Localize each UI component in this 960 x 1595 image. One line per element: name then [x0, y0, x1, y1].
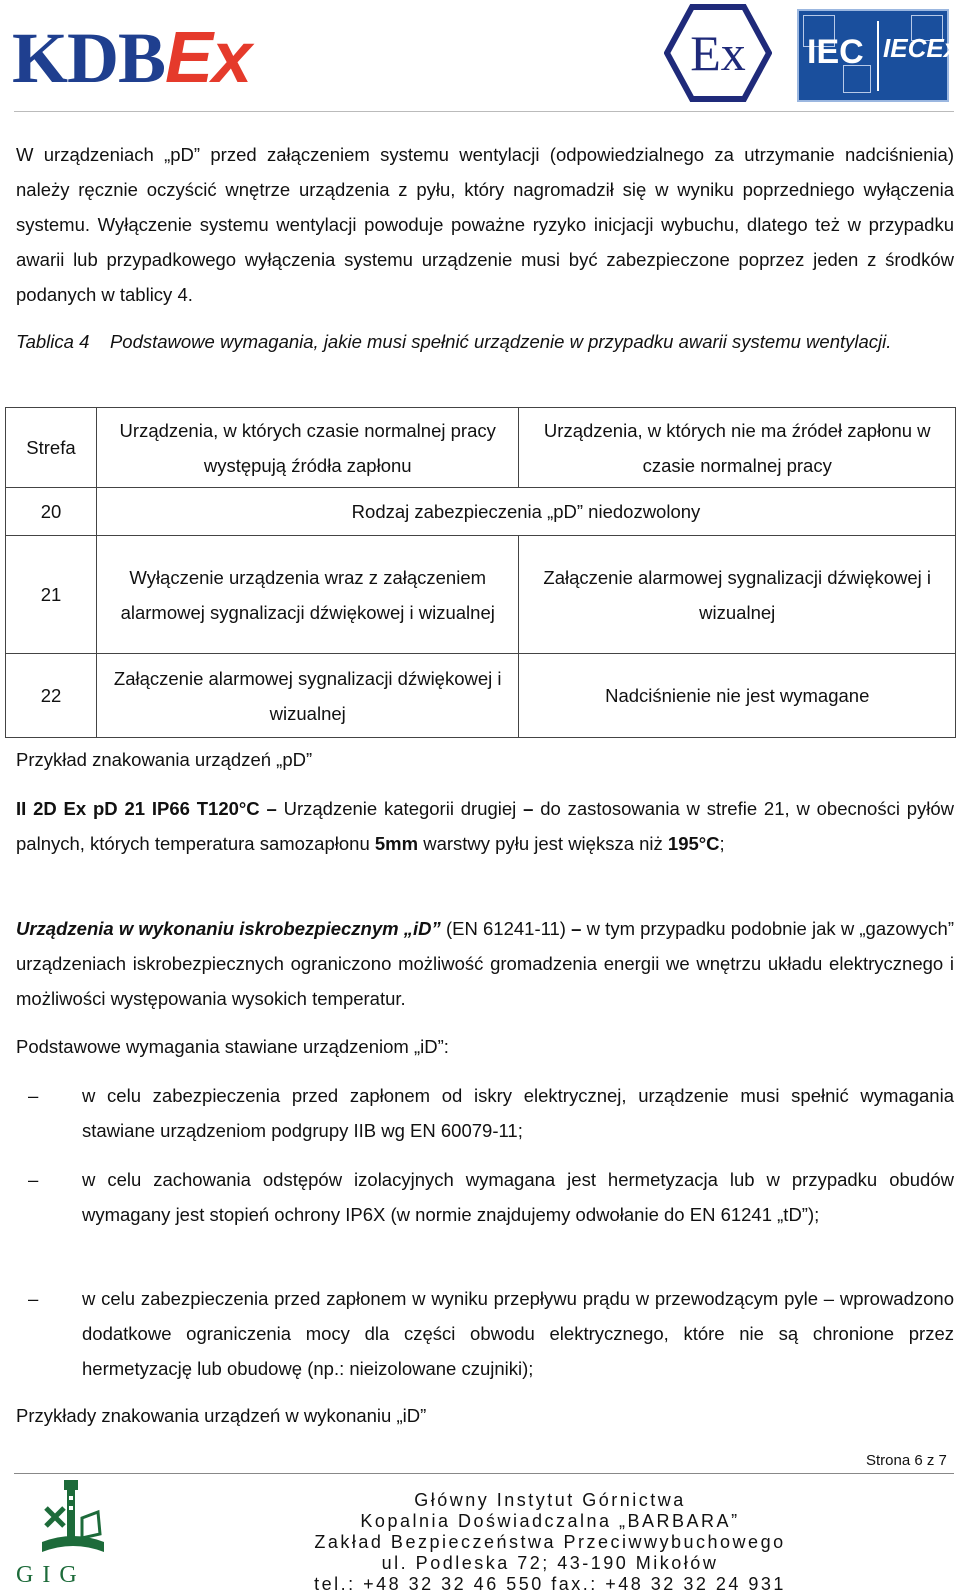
- gig-logo-icon: [38, 1478, 108, 1558]
- id-heading: Urządzenia w wykonaniu iskrobezpiecznym „iD”: [16, 918, 441, 939]
- table-row: [6, 536, 956, 654]
- bullet-dash: –: [28, 1085, 39, 1106]
- id-dash: –: [571, 918, 582, 939]
- table-caption-text: Podstawowe wymagania, jakie musi spełnić urządzenie w przypadku awarii systemu wentylacji.: [109, 331, 892, 352]
- iec-iecex-logo: [797, 9, 959, 102]
- bullet-dash: –: [28, 1288, 39, 1309]
- footer-line: Główny Instytut Górnictwa: [414, 1490, 686, 1510]
- page-number: Strona 6 z 7: [866, 1452, 947, 1469]
- pd-temp: 195°C: [667, 833, 720, 854]
- header-no-ignition-sources: Urządzenia, w których nie ma źródeł zapłonu w czasie normalnej pracy: [519, 408, 956, 488]
- table-caption: [16, 324, 954, 359]
- example-id-title: Przykłady znakowania urządzeń w wykonaniu „iD”: [16, 1405, 427, 1426]
- zone-cell: 20: [6, 488, 97, 536]
- requirements-intro: Podstawowe wymagania stawiane urządzeniom „iD”:: [16, 1036, 449, 1057]
- header-divider: [14, 111, 954, 112]
- table-row: [6, 654, 956, 738]
- pd-text1: Urządzenie kategorii drugiej: [283, 798, 517, 819]
- pd-dash2: –: [523, 798, 534, 819]
- zone-cell: 21: [6, 536, 97, 654]
- list-item: w celu zabezpieczenia przed zapłonem od iskry elektrycznej, urządzenie musi spełnić wymagania stawiane urządzeniom podgrupy IIB wg EN 60079-11;: [82, 1085, 954, 1141]
- table-row: [6, 488, 956, 536]
- iec-text: IEC: [807, 33, 864, 71]
- merged-cell: Rodzaj zabezpieczenia „pD” niedozwolony: [96, 488, 955, 536]
- table-header-row: [6, 408, 956, 488]
- pd-text2: do zastosowania w strefie 21, w obecności pyłów palnych, których temperatura samozapłonu: [16, 798, 955, 854]
- ex-hexagon-icon: [664, 4, 772, 102]
- table-cell: Załączenie alarmowej sygnalizacji dźwiękowej i wizualnej: [519, 536, 956, 654]
- logo-ex-text: Ex: [165, 18, 252, 98]
- id-section-paragraph: [16, 911, 954, 1016]
- pd-text3: warstwy pyłu jest większa niż: [423, 833, 663, 854]
- table-cell: Załączenie alarmowej sygnalizacji dźwiękowej i wizualnej: [96, 654, 519, 738]
- footer-divider: [14, 1473, 954, 1474]
- pd-marking: II 2D Ex pD 21 IP66 T120°C: [16, 798, 260, 819]
- example-pd-title: Przykład znakowania urządzeń „pD”: [16, 749, 313, 770]
- footer-line: Zakład Bezpieczeństwa Przeciwwybuchowego: [314, 1532, 786, 1552]
- footer-line: Kopalnia Doświadczalna „BARBARA”: [360, 1511, 740, 1531]
- iecex-text: IECEx: [883, 33, 959, 63]
- zone-cell: 22: [6, 654, 97, 738]
- pd-mm: 5mm: [374, 833, 419, 854]
- bullet-dash: –: [28, 1169, 39, 1190]
- header-zone: Strefa: [6, 408, 97, 488]
- id-standard: (EN 61241-11): [445, 918, 566, 939]
- list-item: w celu zabezpieczenia przed zapłonem w wyniku przepływu prądu w przewodzącym pyle – wprowadzono dodatkowe ograniczenia mocy dla części obwodu elektrycznego, które nie są chronione przez hermetyzację lub obudowę (np.: nieizolowane czujniki);: [82, 1288, 954, 1379]
- ex-mark-text: Ex: [690, 25, 746, 81]
- table-cell: Wyłączenie urządzenia wraz z załączeniem alarmowej sygnalizacji dźwiękowej i wizualnej: [96, 536, 519, 654]
- pd-dash: –: [266, 798, 277, 819]
- list-item: w celu zachowania odstępów izolacyjnych wymagana jest hermetyzacja lub w przypadku obudów wymagany jest stopień ochrony IP6X (w normie znajdujemy odwołanie do EN 61241 „tD”);: [82, 1169, 954, 1225]
- paragraph-pd-cleaning: W urządzeniach „pD” przed załączeniem systemu wentylacji (odpowiedzialnego za utrzymanie nadciśnienia) należy ręcznie oczyścić wnętrze urządzenia z pyłu, który nagromadził się w wyniku poprzedniego wyłączenia systemu. Wyłączenie systemu wentylacji powoduje poważne ryzyko inicjacji wybuchu, dlatego też w przypadku awarii lub przypadkowego wyłączenia systemu urządzenie musi być zabezpieczone poprzez jeden z środków podanych w tablicy 4.: [16, 144, 954, 305]
- footer-line: ul. Podleska 72; 43-190 Mikołów: [381, 1553, 719, 1573]
- logo-kdb-text: KDB: [12, 18, 166, 98]
- table-cell: Nadciśnienie nie jest wymagane: [519, 654, 956, 738]
- gig-logo-text: GIG: [16, 1562, 86, 1588]
- table-caption-label: Tablica 4: [16, 331, 90, 352]
- requirements-table: [5, 407, 956, 738]
- kdbex-logo: [12, 18, 251, 98]
- id-text: w tym przypadku podobnie jak w „gazowych” urządzeniach iskrobezpiecznych ograniczono możliwość gromadzenia energii we wnętrzu układu elektrycznego i możliwości występowania wysokich temperatur.: [16, 918, 954, 1009]
- header-ignition-sources: Urządzenia, w których czasie normalnej pracy występują źródła zapłonu: [96, 408, 519, 488]
- footer-line: tel.: +48 32 32 46 550 fax.: +48 32 32 24 931: [314, 1574, 786, 1594]
- example-pd-paragraph: [16, 791, 954, 861]
- pd-end: ;: [719, 833, 725, 854]
